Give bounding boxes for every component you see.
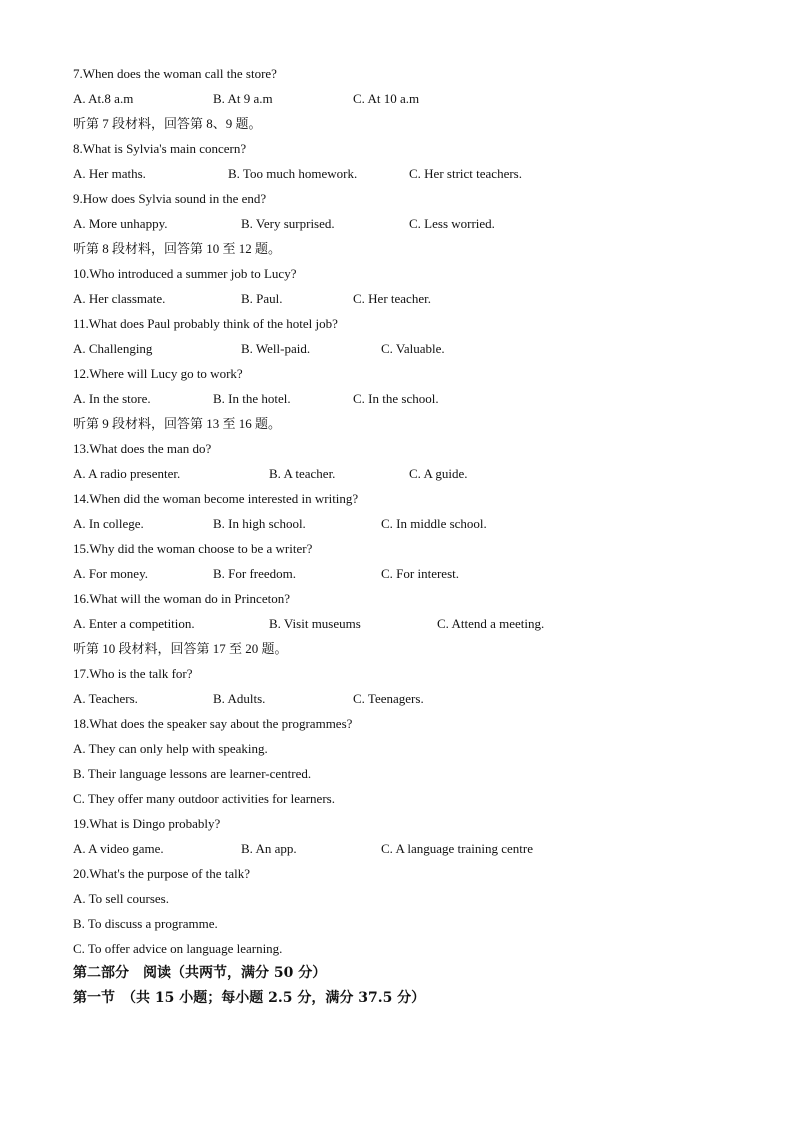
question-18-option-a: A. They can only help with speaking.: [73, 741, 268, 756]
question-20-option-a: A. To sell courses.: [73, 891, 169, 906]
question-14: 14.When did the woman become interested in writing?: [73, 491, 359, 506]
option-c: C. At 10 a.m: [353, 91, 420, 106]
option-b: B. In the hotel.: [213, 391, 291, 406]
option-c: C. In middle school.: [381, 516, 487, 531]
option-b: B. A teacher.: [269, 466, 336, 481]
option-b: B. Very surprised.: [241, 216, 335, 231]
question-13: 13.What does the man do?: [73, 441, 212, 456]
option-a: A. Challenging: [73, 341, 153, 356]
question-20-option-c: C. To offer advice on language learning.: [73, 941, 283, 956]
question-19: 19.What is Dingo probably?: [73, 816, 221, 831]
option-a: A. Teachers.: [73, 691, 138, 706]
option-a: A. Her maths.: [73, 166, 146, 181]
option-a: A. For money.: [73, 566, 148, 581]
option-c: C. A language training centre: [381, 841, 533, 856]
option-a: A. A radio presenter.: [73, 466, 181, 481]
part-two-heading: 第二部分 阅读（共两节，满分 50 分）: [73, 965, 327, 981]
option-b: B. Visit museums: [269, 616, 361, 631]
question-18: 18.What does the speaker say about the programmes?: [73, 716, 353, 731]
section-instruction-7: 听第 7 段材料，回答第 8、9 题。: [73, 116, 262, 131]
question-20: 20.What's the purpose of the talk?: [73, 866, 251, 881]
question-16: 16.What will the woman do in Princeton?: [73, 591, 290, 606]
option-a: A. In the store.: [73, 391, 151, 406]
option-a: A. At.8 a.m: [73, 91, 134, 106]
option-b: B. At 9 a.m: [213, 91, 273, 106]
section-instruction-9: 听第 9 段材料，回答第 13 至 16 题。: [73, 416, 282, 431]
option-a: A. In college.: [73, 516, 144, 531]
question-11: 11.What does Paul probably think of the hotel job?: [73, 316, 338, 331]
question-18-option-b: B. Their language lessons are learner-centred.: [73, 766, 312, 781]
option-c: C. Her strict teachers.: [409, 166, 522, 181]
question-7: 7.When does the woman call the store?: [73, 66, 277, 81]
option-c: C. A guide.: [409, 466, 468, 481]
option-b: B. Paul.: [241, 291, 283, 306]
question-18-option-c: C. They offer many outdoor activities for learners.: [73, 791, 335, 806]
section-instruction-8: 听第 8 段材料，回答第 10 至 12 题。: [73, 241, 282, 256]
question-17: 17.Who is the talk for?: [73, 666, 193, 681]
option-b: B. An app.: [241, 841, 297, 856]
question-10: 10.Who introduced a summer job to Lucy?: [73, 266, 297, 281]
question-8: 8.What is Sylvia's main concern?: [73, 141, 247, 156]
option-a: A. Enter a competition.: [73, 616, 195, 631]
option-c: C. Teenagers.: [353, 691, 424, 706]
option-b: B. For freedom.: [213, 566, 297, 581]
option-a: A. Her classmate.: [73, 291, 166, 306]
question-12: 12.Where will Lucy go to work?: [73, 366, 243, 381]
option-b: B. In high school.: [213, 516, 306, 531]
option-c: C. Attend a meeting.: [437, 616, 545, 631]
section-instruction-10: 听第 10 段材料，回答第 17 至 20 题。: [73, 641, 288, 656]
question-15: 15.Why did the woman choose to be a writer?: [73, 541, 313, 556]
option-a: A. More unhappy.: [73, 216, 168, 231]
option-c: C. In the school.: [353, 391, 439, 406]
option-c: C. Her teacher.: [353, 291, 431, 306]
option-c: C. Valuable.: [381, 341, 445, 356]
option-b: B. Well-paid.: [241, 341, 311, 356]
option-c: C. For interest.: [381, 566, 459, 581]
option-c: C. Less worried.: [409, 216, 495, 231]
option-a: A. A video game.: [73, 841, 164, 856]
question-9: 9.How does Sylvia sound in the end?: [73, 191, 267, 206]
section-one-heading: 第一节 （共 15 小题；每小题 2.5 分，满分 37.5 分）: [73, 990, 426, 1006]
question-20-option-b: B. To discuss a programme.: [73, 916, 218, 931]
option-b: B. Too much homework.: [228, 166, 358, 181]
option-b: B. Adults.: [213, 691, 266, 706]
